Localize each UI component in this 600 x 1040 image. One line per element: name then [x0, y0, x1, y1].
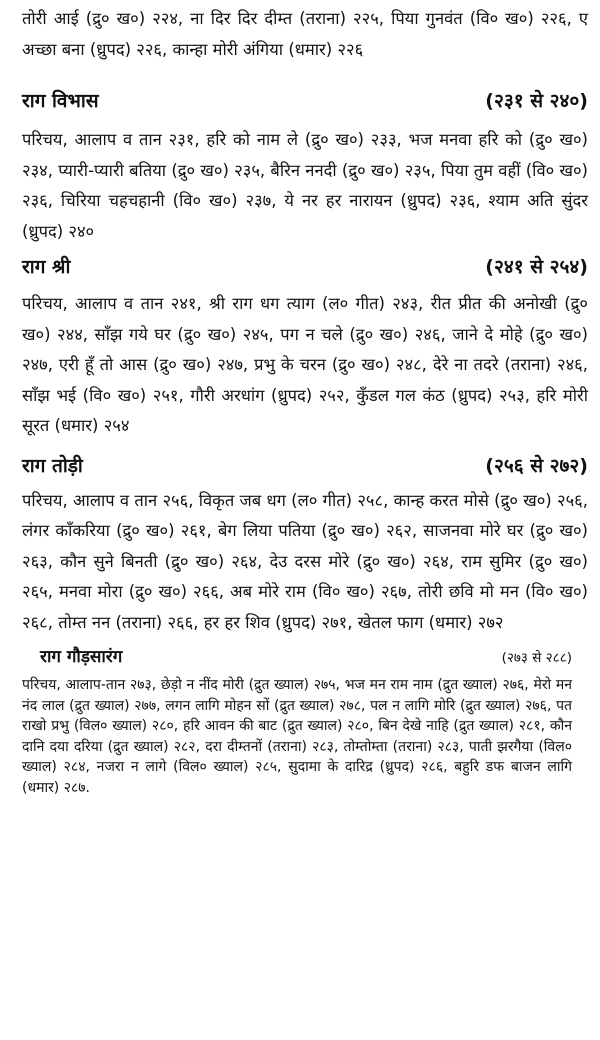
section-vibhas: [22, 87, 588, 247]
section-contents: परिचय, आलाप-तान २७३, छेड़ो न नींद मोरी (द्रुत ख्याल) २७५, भज मन राम नाम (द्रुत ख्याल) २७६, मेरो मन नंद लाल (द्रुत ख्याल) २७७, लगन लागि मोहन सों (द्रुत ख्याल) २७८, पल न लागि मोरि (द्रुत ख्याल) २७६, पत राखो प्रभु (विल० ख्याल) २८०, हरि आवन की बाट (द्रुत ख्याल) २८०, बिन देखे नाहि (द्रुत ख्याल) २८१, कौन दानि दया दरिया (द्रुत ख्याल) २८२, दरा दीम्तनों (तराना) २८३, तोम्तोम्ता (तराना) २८३, पाती झरगैया (विल० ख्याल) २८४, नजरा न लागे (विल० ख्याल) २८५, सुदामा के दारिद्र (ध्रुपद) २८६, बहुरि डफ बाजन लागि (धमार) २८७.: [22, 677, 572, 796]
section-title: राग विभास: [22, 90, 99, 112]
page-range: (२७३ से २८८): [501, 650, 572, 666]
section-heading: [22, 87, 588, 113]
section-heading: [22, 253, 588, 279]
section-heading: [22, 644, 588, 667]
section-gaudsarang: [22, 644, 588, 798]
page-range: (२४१ से २५४): [485, 256, 588, 278]
page-range: (२५६ से २७२): [485, 454, 588, 477]
page-range: (२३१ से २४०): [485, 90, 588, 112]
section-shri: [22, 253, 588, 442]
section-title: राग श्री: [22, 256, 71, 278]
intro-paragraph: तोरी आई (द्रु० ख०) २२४, ना दिर दिर दीम्त (तराना) २२५, पिया गुनवंत (वि० ख०) २२६, ए अच्छा बना (ध्रुपद) २२६, कान्हा मोरी अंगिया (धमार) २२६: [22, 9, 588, 59]
section-heading: [22, 452, 588, 478]
section-title: राग तोड़ी: [22, 454, 83, 477]
section-todi: [22, 452, 588, 639]
section-contents: परिचय, आलाप व तान २३१, हरि को नाम ले (द्रु० ख०) २३३, भज मनवा हरि को (द्रु० ख०) २३४, प्यारी-प्यारी बतिया (द्रु० ख०) २३५, बैरिन ननदी (द्रु० ख०) २३५, पिया तुम वहीं (वि० ख०) २३६, चिरिया चहचहानी (वि० ख०) २३७, ये नर हर नारायन (ध्रुपद) २३६, श्याम अति सुंदर (ध्रुपद) २४०: [22, 130, 588, 241]
section-contents: परिचय, आलाप व तान २४१, श्री राग धग त्याग (ल० गीत) २४३, रीत प्रीत की अनोखी (द्रु० ख०) २४४, साँझ गये घर (द्रु० ख०) २४५, पग न चले (द्रु० ख०) २४६, जाने दे मोहे (द्रु० ख०) २४७, एरी हूँ तो आस (द्रु० ख०) २४७, प्रभु के चरन (द्रु० ख०) २४८, देरे ना तदरे (तराना) २४६, साँझ भई (वि० ख०) २५१, गौरी अरधांग (ध्रुपद) २५२, कुँडल गल कंठ (ध्रुपद) २५३, हरि मोरी सूरत (धमार) २५४: [22, 294, 588, 435]
section-contents: परिचय, आलाप व तान २५६, विकृत जब धग (ल० गीत) २५८, कान्ह करत मोसे (द्रु० ख०) २५६, लंगर काँकरिया (द्रु० ख०) २६१, बेग लिया पतिया (द्रु० ख०) २६२, साजनवा मोरे घर (द्रु० ख०) २६३, कौन सुने बिनती (द्रु० ख०) २६४, देउ दरस मोरे (द्रु० ख०) २६४, राम सुमिर (द्रु० ख०) २६५, मनवा मोरा (द्रु० ख०) २६६, अब मोरे राम (वि० ख०) २६७, तोरी छवि मो मन (वि० ख०) २६८, तोम्त नन (तराना) २६६, हर हर शिव (ध्रुपद) २७१, खेतल फाग (धमार) २७२: [22, 490, 588, 632]
section-title: राग गौड़सारंग: [40, 647, 123, 667]
